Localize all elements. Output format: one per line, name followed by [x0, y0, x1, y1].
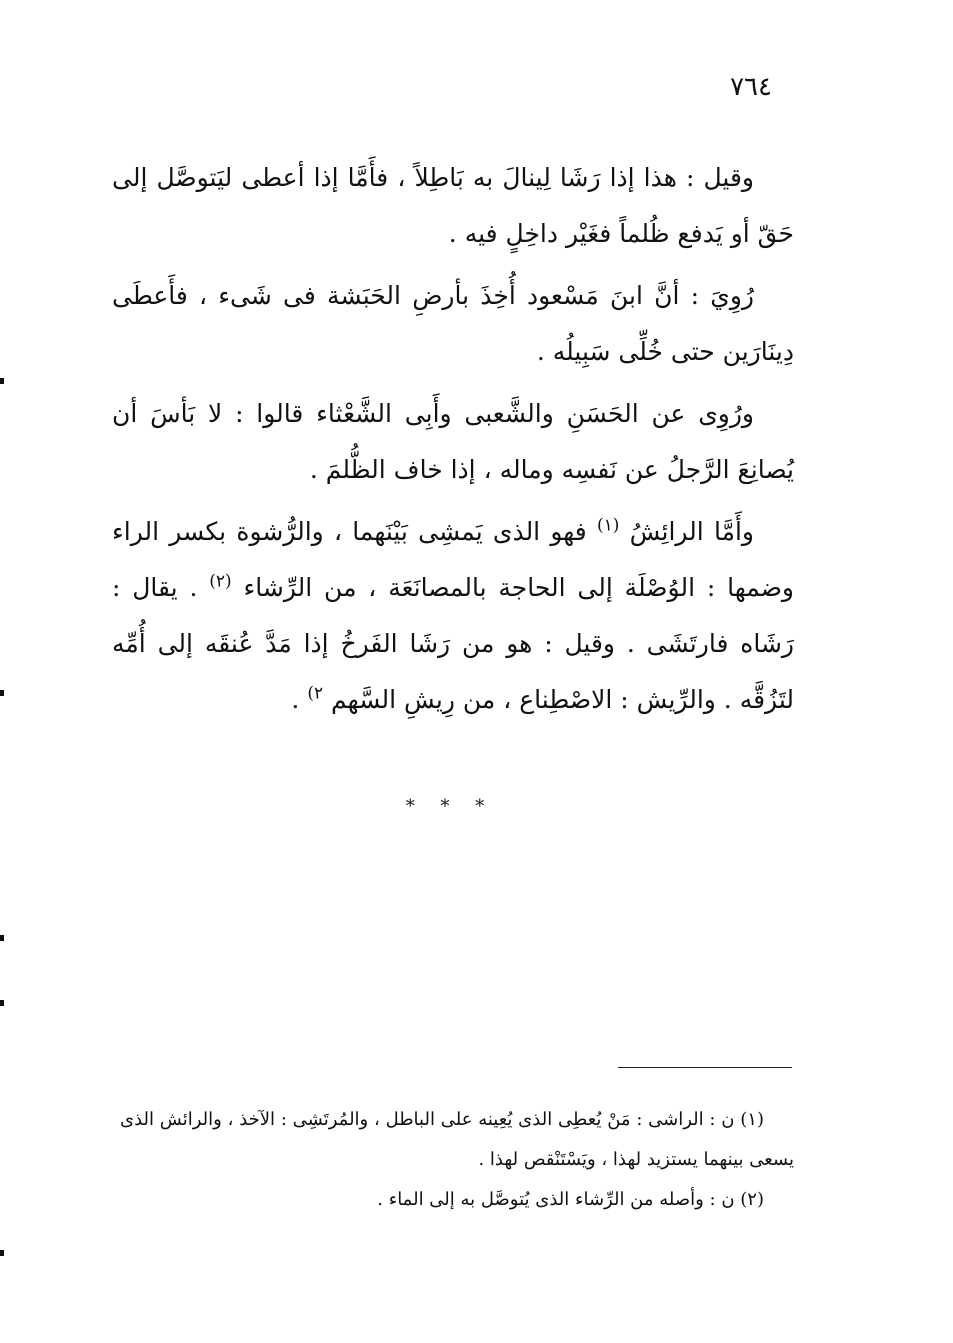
paragraph-4-text-3: . يقال : رَشَاه فارتَشَى . وقيل : هو من رَشَا الفَرخُ إذا مَدَّ عُنقَه إلى أُمِّه لتَزُقَّه . والرِّيش : الاصْطِناع ، من رِيشِ السَّهم	[112, 573, 794, 714]
scan-edge-mark	[0, 690, 4, 696]
paragraph-4-text-4: .	[291, 685, 300, 714]
scan-edge-mark	[0, 935, 4, 941]
scan-edge-mark	[0, 1250, 4, 1256]
footnote-marker-1: (١)	[596, 515, 620, 536]
footnote-1: (١) ن : الراشى : مَنْ يُعطِى الذى يُعِينه على الباطل ، والمُرتَشِى : الآخذ ، والرائش الذى يسعى بينهما يستزيد لهذا ، ويَسْتَنْقص لهذا .	[120, 1109, 794, 1170]
paragraph-4	[112, 504, 794, 728]
paragraph-4-text-2: فهو الذى يَمشِى بَيْنَهما ، والرُّشوة بكسر الراء وضمها : الوُصْلَة إلى الحاجة بالمصانَعَة ، من الرِّشاء	[112, 517, 794, 602]
scan-edge-mark	[0, 378, 4, 384]
paragraph-1: وقيل : هذا إذا رَشَا لِينالَ به بَاطِلاً ، فأَمَّا إذا أعطى ليَتوصَّل إلى حَقّ أو يَدفع ظُلماً فغَيْر داخِلٍ فيه .	[112, 163, 794, 248]
footnote-marker-2: (٢)	[209, 571, 232, 592]
section-separator: * * *	[405, 796, 495, 817]
footnote-divider	[618, 1067, 792, 1068]
paragraph-2: رُوِيَ : أنَّ ابنَ مَسْعود أُخِذَ بأرضِ الحَبَشة فى شَىء ، فأَعطَى دِينَارَين حتى خُلِّى سَبِيلُه .	[112, 281, 794, 366]
main-text	[112, 150, 794, 728]
footnotes	[120, 1100, 794, 1220]
paragraph-4-text-1: وأَمَّا الرائِشُ	[629, 517, 754, 546]
footnote-marker-3: ٢)	[307, 683, 324, 704]
page-number: ٧٦٤	[730, 72, 772, 102]
footnote-2: (٢) ن : وأصله من الرِّشاء الذى يُتوصَّل به إلى الماء .	[377, 1189, 764, 1210]
scan-edge-mark	[0, 1000, 4, 1006]
paragraph-3: ورُوِى عن الحَسَنِ والشَّعبى وأَبِى الشَّعْثاء قالوا : لا بَأسَ أن يُصانِعَ الرَّجلُ عن نَفسِه وماله ، إذا خاف الظُّلمَ .	[112, 399, 794, 484]
